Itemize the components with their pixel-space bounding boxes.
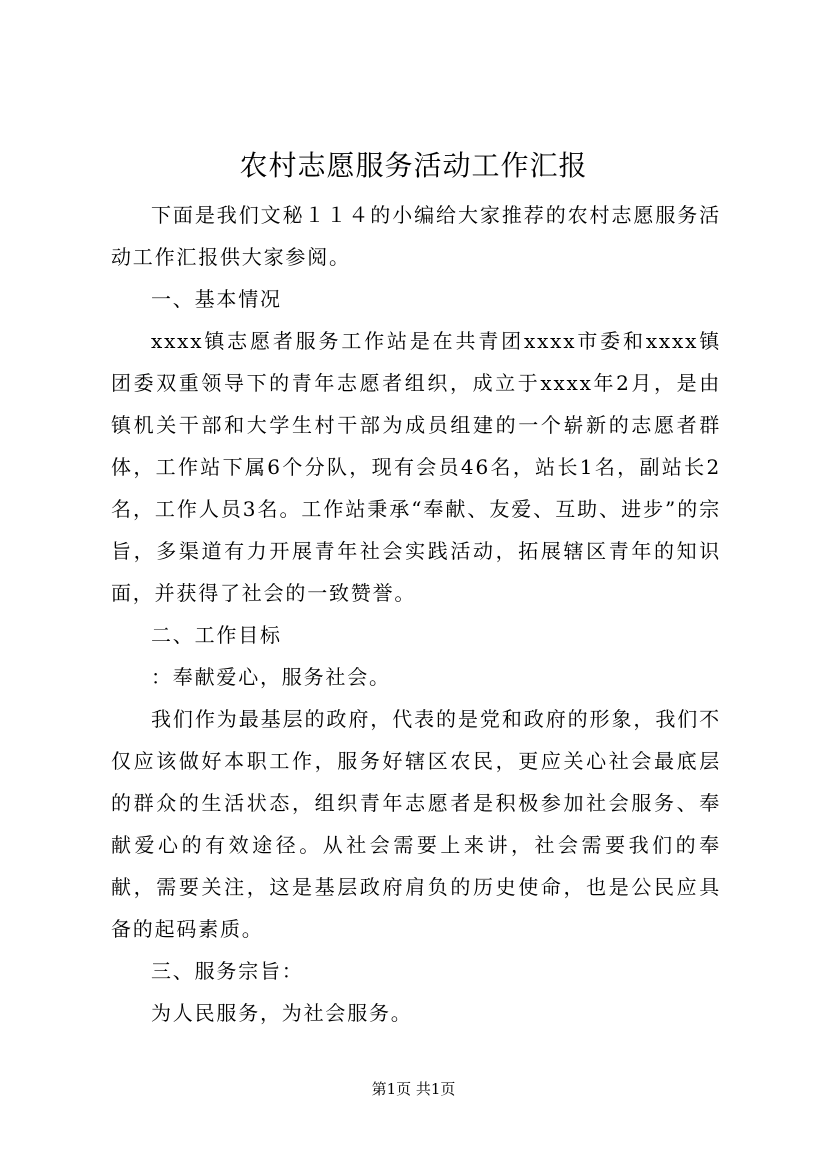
work-goals-line: ：奉献爱心，服务社会。 <box>151 665 391 689</box>
page-footer: 第1页 共1页 <box>371 1080 456 1098</box>
basic-situation-paragraph: xxxx镇志愿者服务工作站是在共青团xxxx市委和xxxx镇团委双重领导下的青年志愿者组织，成立于xxxx年2月，是由镇机关干部和大学生村干部为成员组建的一个崭新的志愿者群体，工作站下属6个分队，现有会员46名，站长1名，副站长2名，工作人员3名。工作站秉承“奉献、友爱、互助、进步”的宗旨，多渠道有力开展青年社会实践活动，拓展辖区青年的知识面，并获得了社会的一致赞誉。 <box>111 329 721 605</box>
intro-paragraph: 下面是我们文秘１１４的小编给大家推荐的农村志愿服务活动工作汇报供大家参阅。 <box>111 203 721 269</box>
section-heading-work-goals: 二、工作目标 <box>151 623 282 647</box>
work-goals-paragraph: 我们作为最基层的政府，代表的是党和政府的形象，我们不仅应该做好本职工作，服务好辖区农民，更应关心社会最底层的群众的生活状态，组织青年志愿者是积极参加社会服务、奉献爱心的有效途径。从社会需要上来讲，社会需要我们的奉献，需要关注，这是基层政府肩负的历史使命，也是公民应具备的起码素质。 <box>111 707 721 941</box>
document-body <box>111 194 721 1034</box>
document-title: 农村志愿服务活动工作汇报 <box>239 149 588 182</box>
section-heading-service-purpose: 三、服务宗旨： <box>151 959 304 983</box>
service-purpose-line: 为人民服务，为社会服务。 <box>151 1001 413 1025</box>
section-heading-basic-situation: 一、基本情况 <box>151 287 282 311</box>
